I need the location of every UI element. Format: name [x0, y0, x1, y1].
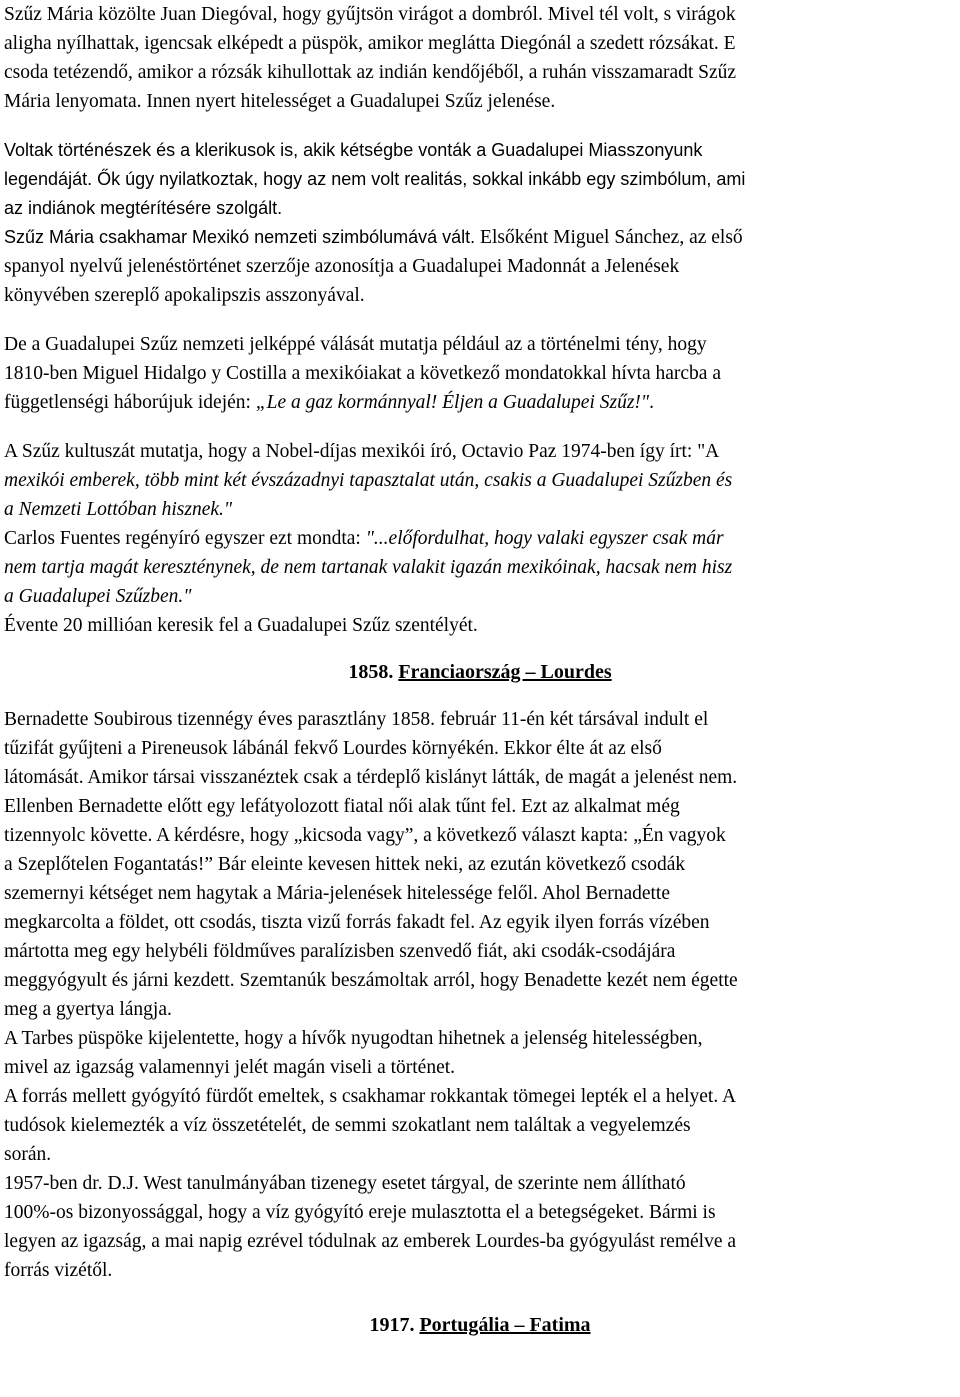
text-line — [4, 524, 956, 553]
text-line — [4, 582, 956, 611]
text-line: csoda tetézendő, amikor a rózsák kihullottak az indián kendőjéből, a ruhán visszamaradt Szűz — [4, 62, 737, 83]
text-span: Szűz Mária csakhamar Mexikó nemzeti szimbólumává vált. — [4, 227, 476, 247]
text-line: De a Guadalupei Szűz nemzeti jelképpé válását mutatja például az a történelmi tény, hogy — [4, 334, 707, 355]
text-line: Szűz Mária közölte Juan Diegóval, hogy gyűjtsön virágot a dombról. Mivel tél volt, s virágok — [4, 4, 736, 25]
text-line: szemernyi kétséget nem hagytak a Mária-jelenések hitelessége felől. Ahol Bernadette — [4, 883, 670, 904]
paz-quote: a Nemzeti Lottóban hisznek." — [4, 499, 233, 520]
text-line: megkarcolta a földet, ott csodás, tiszta vizű forrás fakadt fel. Az egyik ilyen forrás vízében — [4, 912, 710, 933]
text-line: spanyol nyelvű jelenéstörténet szerzője azonosítja a Guadalupei Madonnát a Jelenések — [4, 256, 680, 277]
text-line: tudósok kielemezték a víz összetételét, de semmi szokatlant nem találtak a vegyelemzés — [4, 1115, 691, 1136]
fuentes-quote: "...előfordulhat, hogy valaki egyszer csak már — [365, 528, 724, 549]
text-line: az indiánok megtérítésére szolgált. — [4, 198, 283, 218]
text-line: 1957-ben dr. D.J. West tanulmányában tizenegy esetet tárgyal, de szerinte nem állítható — [4, 1173, 686, 1194]
text-line: 1810-ben Miguel Hidalgo y Costilla a mexikóiakat a következő mondatokkal hívta harcba a — [4, 363, 721, 384]
lourdes-paragraph — [4, 705, 956, 1285]
text-span: . — [649, 392, 654, 413]
heading-year: 1858. — [348, 661, 394, 683]
text-line: meggyógyult és járni kezdett. Szemtanúk beszámoltak arról, hogy Benadette kezét nem égette — [4, 970, 738, 991]
historians-paragraph — [4, 136, 956, 310]
text-line: A Tarbes püspöke kijelentette, hogy a hívők nyugodtan hihetnek a jelenség hitelességben, — [4, 1028, 703, 1049]
text-line: látomását. Amikor társai visszanéztek csak a térdeplő kislányt látták, de magát a jelenést nem. — [4, 767, 738, 788]
text-span: Elsőként Miguel Sánchez, az első — [480, 227, 743, 248]
text-line: forrás vizétől. — [4, 1260, 113, 1281]
text-line: A Szűz kultuszát mutatja, hogy a Nobel-díjas mexikói író, Octavio Paz 1974-ben így írt: "A — [4, 441, 720, 462]
text-line: 100%-os bizonyossággal, hogy a víz gyógyító ereje mulasztotta el a betegségeket. Bármi is — [4, 1202, 716, 1223]
text-line: Évente 20 millióan keresik fel a Guadalupei Szűz szentélyét. — [4, 615, 478, 636]
text-line: során. — [4, 1144, 52, 1165]
fuentes-quote: a Guadalupei Szűzben." — [4, 586, 192, 607]
intro-paragraph — [4, 0, 956, 116]
text-line: tizennyolc követte. A kérdésre, hogy „kicsoda vagy”, a következő választ kapta: „Én vagyok — [4, 825, 726, 846]
text-line — [4, 388, 956, 417]
text-line: mivel az igazság valamennyi jelét magán viseli a történet. — [4, 1057, 456, 1078]
text-span: Carlos Fuentes regényíró egyszer ezt mondta: — [4, 528, 366, 549]
text-line — [4, 223, 956, 252]
text-line: tűzifát gyűjteni a Pireneusok lábánál fekvő Lourdes környékén. Ekkor élte át az első — [4, 738, 662, 759]
hidalgo-quote: „Le a gaz kormánnyal! Éljen a Guadalupei Szűz!" — [255, 392, 650, 413]
text-line: Ellenben Bernadette előtt egy lefátyolozott fiatal női alak tűnt fel. Ezt az alkalmat még — [4, 796, 680, 817]
fuentes-quote: nem tartja magát kereszténynek, de nem tartanak valakit igazán mexikóinak, hacsak nem hisz — [4, 557, 733, 578]
text-line: legyen az igazság, a mai napig ezrével tódulnak az emberek Lourdes-ba gyógyulást remélve a — [4, 1231, 737, 1252]
text-line: meg a gyertya lángja. — [4, 999, 172, 1020]
text-line — [4, 495, 956, 524]
section-heading-lourdes — [4, 658, 956, 687]
text-line: a Szeplőtelen Fogantatás!” Bár eleinte kevesen hittek neki, az ezután következő csodák — [4, 854, 686, 875]
paz-quote: mexikói emberek, több mint két évszázadnyi tapasztalat után, csakis a Guadalupei Szűzben és — [4, 470, 733, 491]
text-line — [4, 553, 956, 582]
heading-title: Franciaország – Lourdes — [398, 661, 612, 683]
text-line: A forrás mellett gyógyító fürdőt emeltek, s csakhamar rokkantak tömegei lepték el a helyet. A — [4, 1086, 737, 1107]
text-line: Mária lenyomata. Innen nyert hitelességet a Guadalupei Szűz jelenése. — [4, 91, 556, 112]
text-line — [4, 466, 956, 495]
text-line: Bernadette Soubirous tizennégy éves parasztlány 1858. február 11-én két társával indult el — [4, 709, 709, 730]
text-line: könyvében szereplő apokalipszis asszonyával. — [4, 285, 365, 306]
paz-paragraph — [4, 437, 956, 640]
text-line — [4, 165, 956, 194]
hidalgo-paragraph — [4, 330, 956, 417]
text-span: függetlenségi háborújuk idején: — [4, 392, 256, 413]
text-line: aligha nyílhattak, igencsak elképedt a püspök, amikor meglátta Diegónál a szedett rózsákat. E — [4, 33, 736, 54]
text-span: legendáját. Ők úgy nyilatkoztak, hogy az nem volt realitás, sokkal inkább egy szimbólum, ami — [4, 169, 746, 189]
text-line: mártotta meg egy helybéli földműves paralízisben szenvedő fiát, aki csodák-csodájára — [4, 941, 676, 962]
section-heading-fatima — [4, 1311, 956, 1340]
heading-title: Portugália – Fatima — [419, 1314, 591, 1336]
text-line: Voltak történészek és a klerikusok is, akik kétségbe vonták a Guadalupei Miasszonyunk — [4, 140, 703, 160]
heading-year: 1917. — [369, 1314, 415, 1336]
document-page — [4, 0, 956, 1340]
